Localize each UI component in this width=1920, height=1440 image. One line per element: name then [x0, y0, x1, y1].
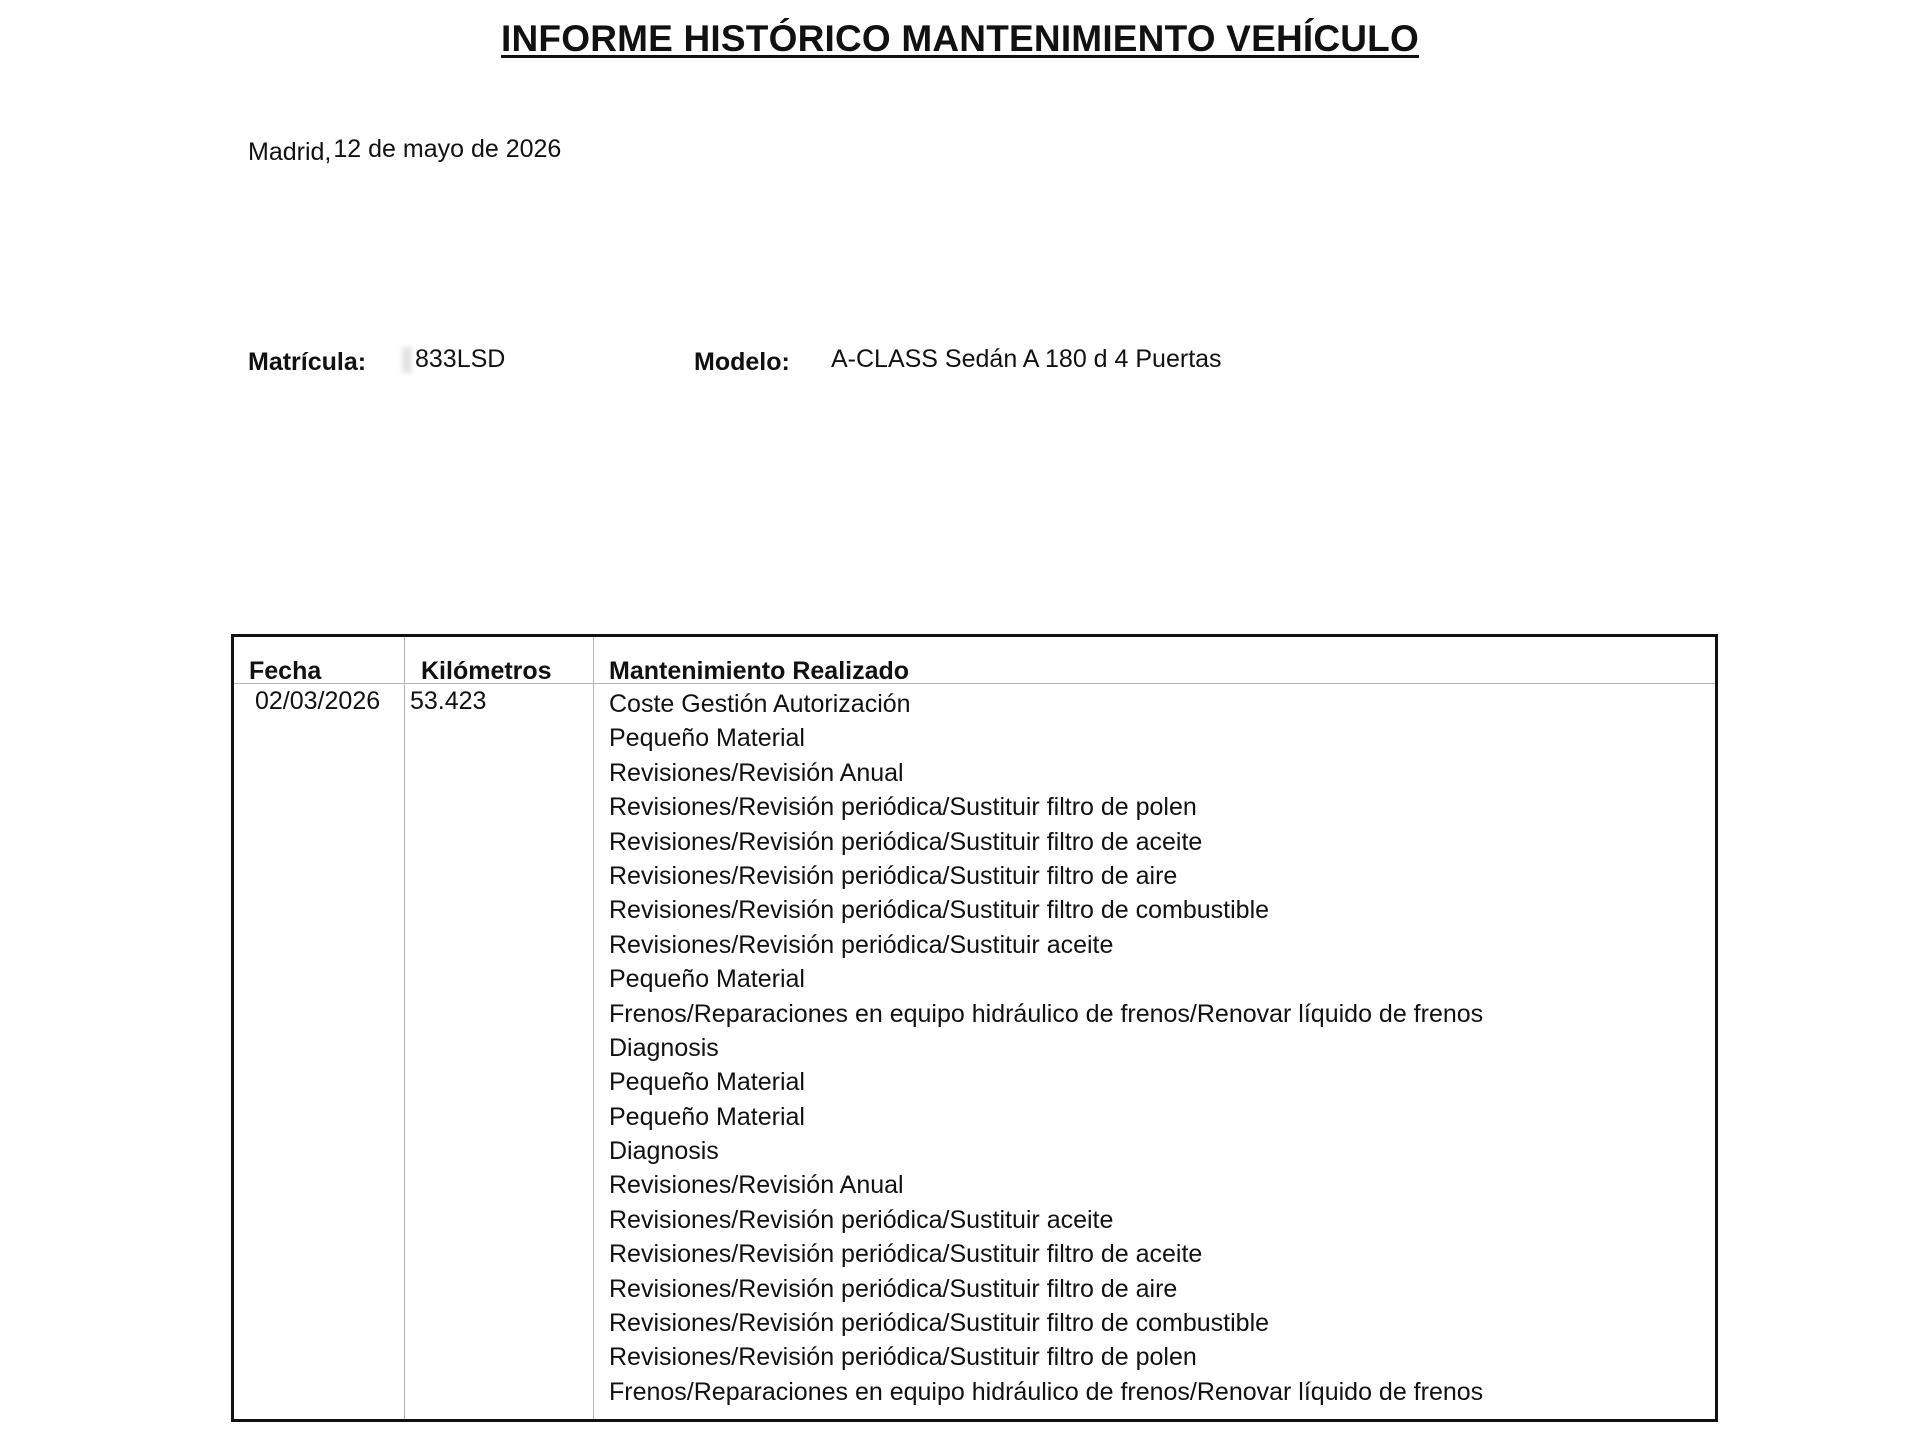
- column-divider-date: [404, 637, 405, 1419]
- maintenance-item: Pequeño Material: [609, 965, 805, 994]
- maintenance-item: Revisiones/Revisión periódica/Sustituir aceite: [609, 1205, 1114, 1234]
- report-date-line: [248, 135, 562, 167]
- maintenance-item: Pequeño Material: [609, 1068, 805, 1097]
- maintenance-item: Pequeño Material: [609, 724, 805, 753]
- maintenance-item: Revisiones/Revisión periódica/Sustituir filtro de polen: [609, 793, 1197, 822]
- maintenance-item: Revisiones/Revisión Anual: [609, 758, 904, 787]
- maintenance-item: Revisiones/Revisión periódica/Sustituir filtro de aire: [609, 861, 1178, 890]
- report-city: Madrid,: [248, 138, 332, 166]
- plate-value-wrapper: [401, 345, 505, 374]
- maintenance-item: Coste Gestión Autorización: [609, 690, 911, 718]
- model-label: Modelo:: [694, 348, 790, 376]
- header-maintenance: Mantenimiento Realizado: [609, 657, 910, 685]
- report-title: INFORME HISTÓRICO MANTENIMIENTO VEHÍCULO: [501, 18, 1419, 59]
- plate-label: Matrícula:: [248, 348, 367, 376]
- report-date: 12 de mayo de 2026: [333, 135, 562, 163]
- row-km: 53.423: [410, 687, 487, 715]
- maintenance-item: Pequeño Material: [609, 1102, 805, 1131]
- maintenance-item: Revisiones/Revisión periódica/Sustituir filtro de combustible: [609, 1309, 1270, 1338]
- maintenance-items-list: [609, 687, 1483, 1409]
- header-km: Kilómetros: [421, 657, 552, 685]
- maintenance-item: Revisiones/Revisión periódica/Sustituir filtro de aceite: [609, 1240, 1203, 1269]
- maintenance-item: Revisiones/Revisión periódica/Sustituir aceite: [609, 930, 1114, 959]
- plate-value: 833LSD: [415, 345, 506, 373]
- maintenance-item: Revisiones/Revisión periódica/Sustituir filtro de aire: [609, 1274, 1178, 1303]
- plate-redaction: [401, 347, 413, 373]
- maintenance-table: [231, 634, 1718, 1422]
- maintenance-item: Frenos/Reparaciones en equipo hidráulico de frenos/Renovar líquido de frenos: [609, 999, 1484, 1028]
- maintenance-item: Revisiones/Revisión periódica/Sustituir filtro de aceite: [609, 827, 1203, 856]
- model-value: A-CLASS Sedán A 180 d 4 Puertas: [831, 345, 1222, 373]
- maintenance-item: Diagnosis: [609, 1137, 719, 1166]
- maintenance-item: Revisiones/Revisión periódica/Sustituir filtro de combustible: [609, 896, 1270, 925]
- maintenance-item: Revisiones/Revisión periódica/Sustituir filtro de polen: [609, 1343, 1197, 1372]
- header-date: Fecha: [249, 657, 322, 685]
- column-divider-km: [593, 637, 594, 1419]
- maintenance-item: Frenos/Reparaciones en equipo hidráulico de frenos/Renovar líquido de frenos: [609, 1377, 1484, 1406]
- row-date: 02/03/2026: [255, 687, 381, 715]
- maintenance-item: Diagnosis: [609, 1033, 719, 1062]
- maintenance-item: Revisiones/Revisión Anual: [609, 1171, 904, 1200]
